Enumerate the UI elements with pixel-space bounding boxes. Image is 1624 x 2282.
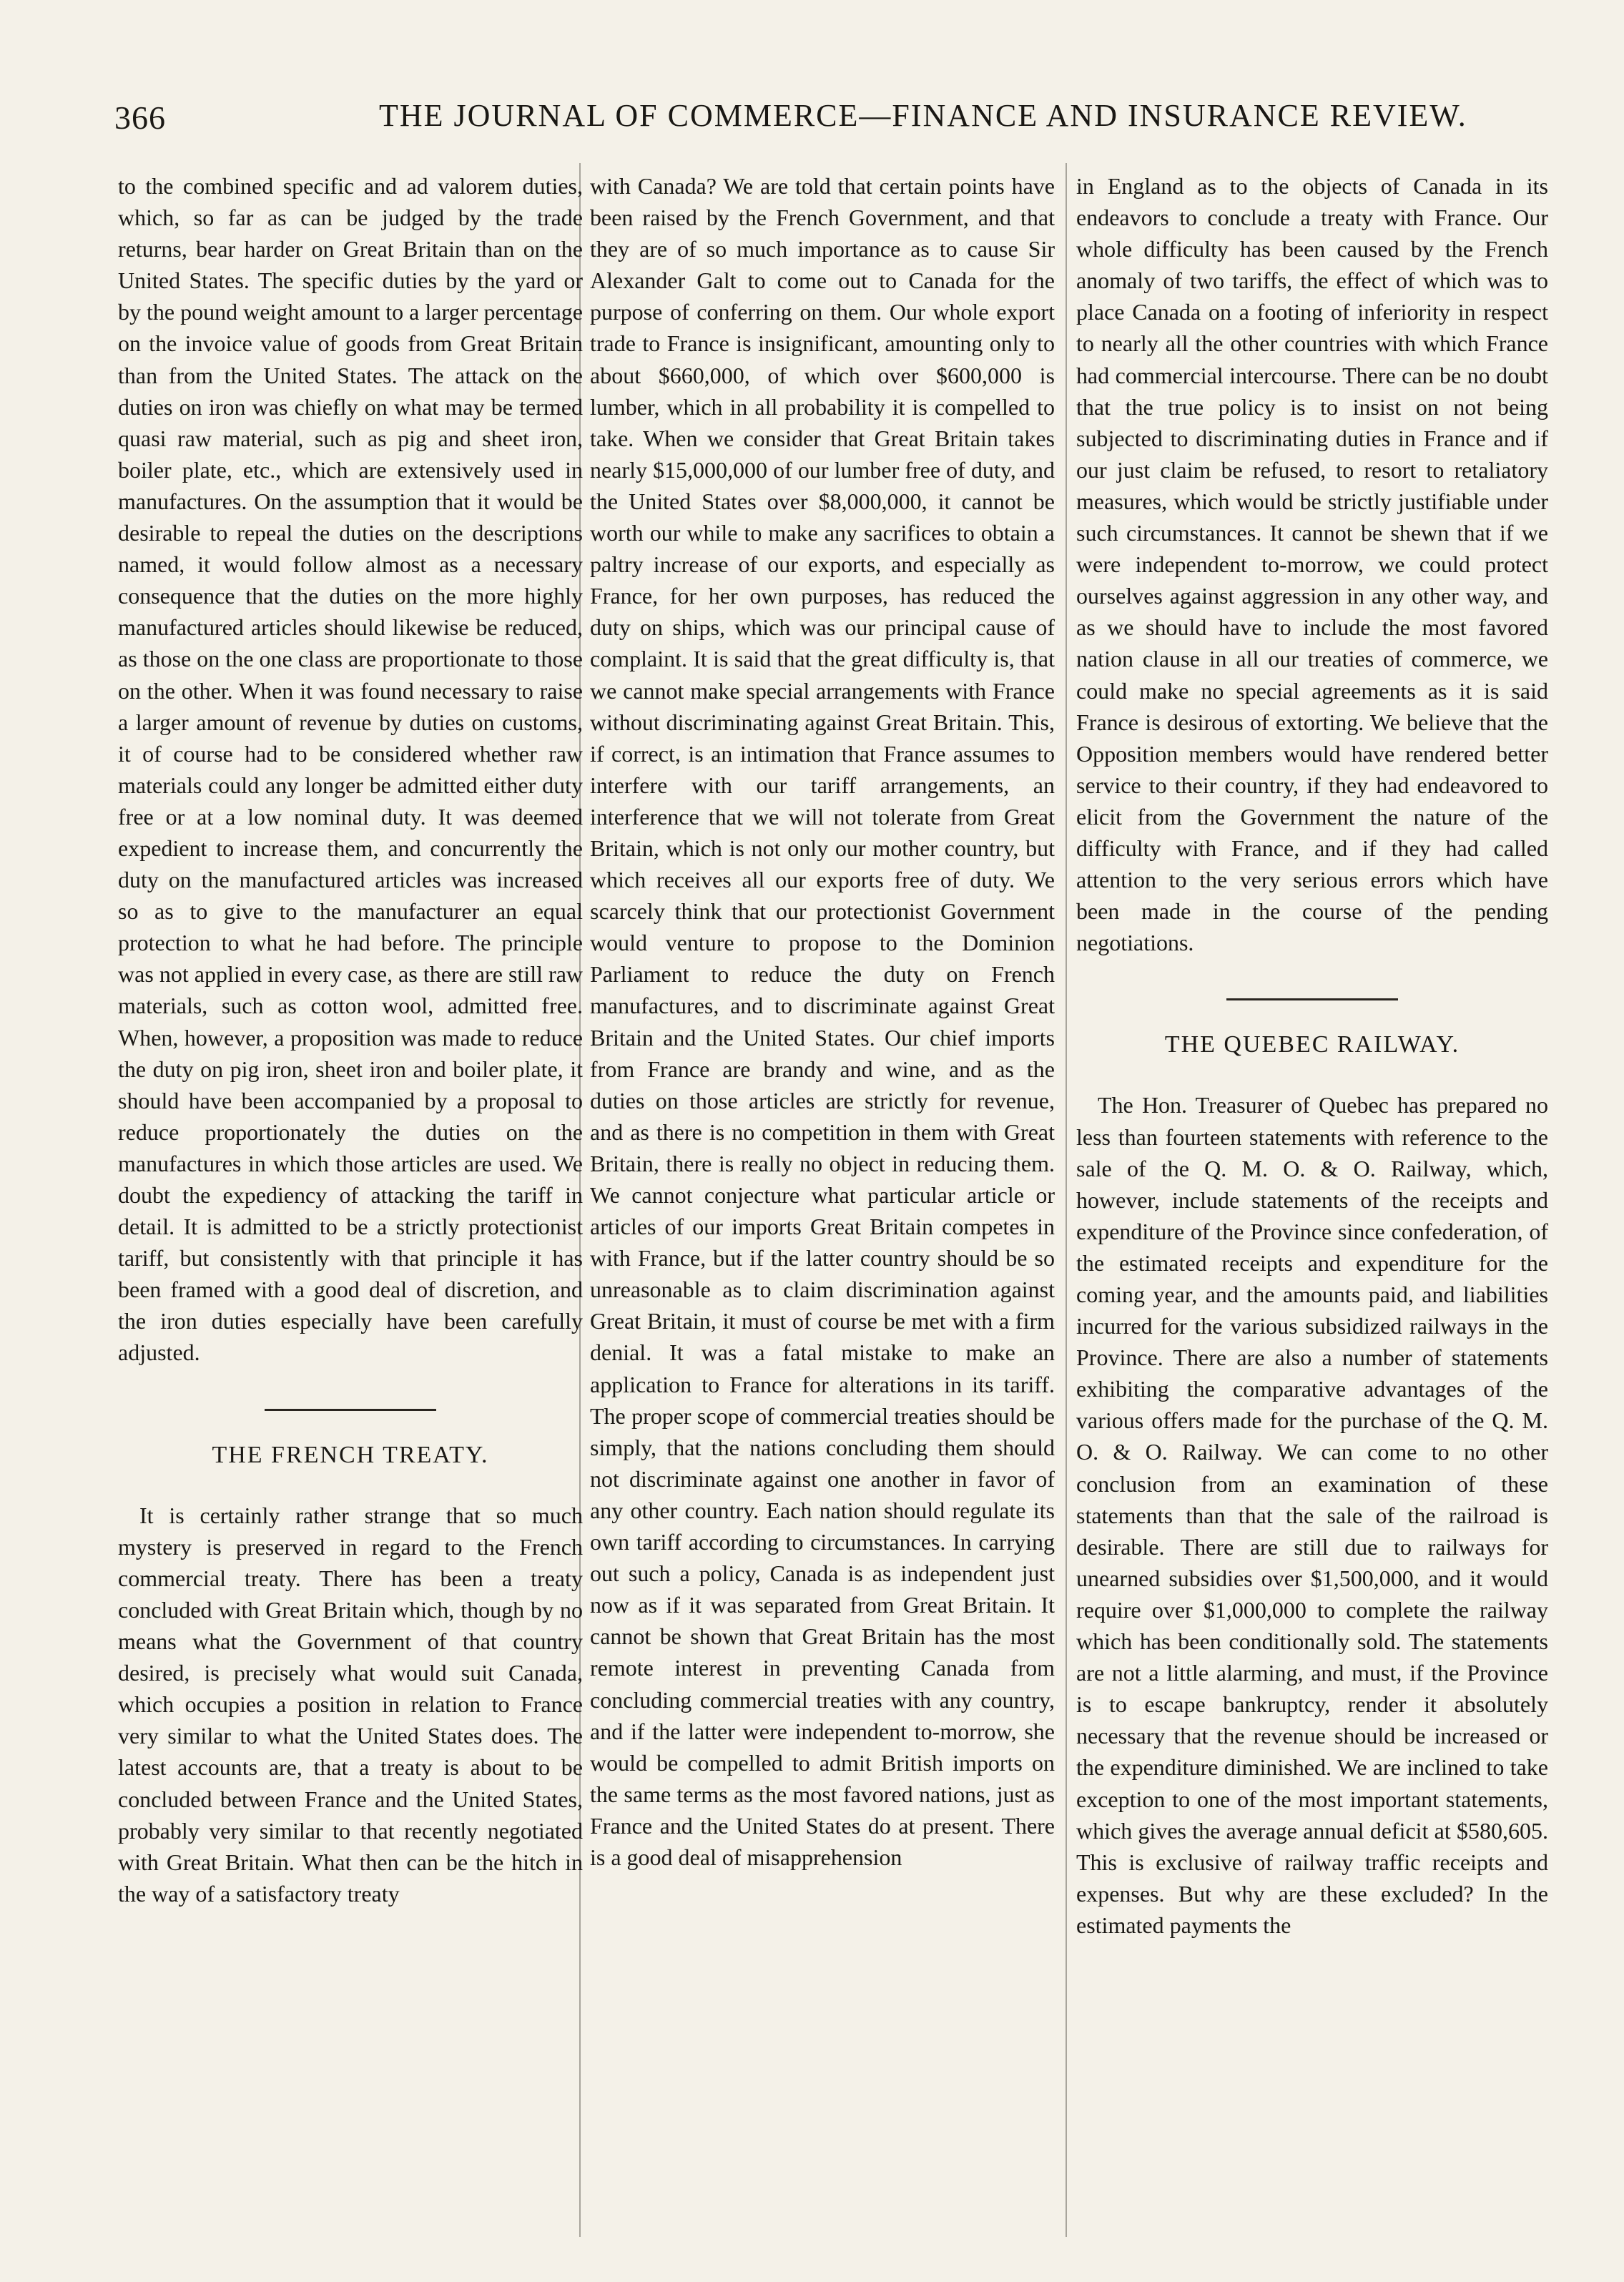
article-paragraph: to the combined specific and ad valorem duties, which, so far as can be judged by the trade returns, bear harder on Great Britain than on the United States. The specific duties by the yard or by the pound weight amount to a larger percentage on the invoice value of goods from Great Britain than from the United States. The attack on the duties on iron was chiefly on what may be termed quasi raw material, such as pig and sheet iron, boiler plate, etc., which are extensively used in manufactures. On the assumption that it would be desirable to repeal the duties on the descriptions named, it would follow almost as a necessary consequence that the duties on the more highly manufactured articles should likewise be reduced, as those on the one class are proportionate to those on the other. When it was found necessary to raise a larger amount of revenue by duties on customs, it of course had to be considered whether raw materials could any longer be admitted either duty free or at a low nominal duty. It was deemed expedient to increase them, and concurrently the duty on the manufactured articles was increased so as to give to the manufacturer an equal protection to what he had before. The principle was not applied in every case, as there are still raw materials, such as cotton wool, admitted free. When, however, a proposition was made to reduce the duty on pig iron, sheet iron and boiler plate, it should have been accompanied by a proposal to reduce proportionately the duties on the manufactures in which those articles are used. We doubt the expediency of attacking the tariff in detail. It is admitted to be a strictly protectionist tariff, but consistently with that principle it has been framed with a good deal of discretion, and the iron duties especially have been carefully adjusted. [118, 173, 583, 1366]
article-paragraph: The Hon. Treasurer of Quebec has prepared no less than fourteen statements with reference to the sale of the Q. M. O. & O. Railway, which, however, include statements of the receipts and expenditure of the Province since confederation, of the estimated receipts and expenditure for the coming year, and the amounts paid, and liabilities incurred for the various subsidized railways in the Province. There are also a number of statements exhibiting the comparative advantages of the various offers made for the purchase of the Q. M. O. & O. Railway. We can come to no other conclusion from an examination of these statements than that the sale of the railroad is desirable. There are still due to railways for unearned subsidies over $1,500,000, and it would require over $1,000,000 to complete the railway which has been conditionally sold. The statements are not a little alarming, and must, if the Province is to escape bankruptcy, render it absolutely necessary that the revenue should be increased or the expenditure diminished. We are inclined to take exception to one of the most important statements, which gives the average annual deficit at $580,605. This is exclusive of railway traffic receipts and expenses. But why are these excluded? In the estimated payments the [1076, 1092, 1548, 1938]
section-title-quebec-railway: THE QUEBEC RAILWAY. [1164, 1031, 1460, 1058]
section-separator [265, 1409, 436, 1411]
article-paragraph: It is certainly rather strange that so much mystery is preserved in regard to the French commercial treaty. There has been a treaty concluded with Great Britain which, though by no means what the Government of that country desired, is precisely what would suit Canada, which occupies a position in relation to France very similar to what the United States does. The latest accounts are, that a treaty is about to be concluded between France and the United States, probably very similar to that recently negotiated with Great Britain. What then can be the hitch in the way of a satisfactory treaty [118, 1502, 583, 1907]
journal-title: THE JOURNAL OF COMMERCE—FINANCE AND INSURANCE REVIEW. [379, 98, 1467, 133]
section-separator [1226, 998, 1398, 1000]
column-1 [118, 170, 583, 1909]
section-title-french-treaty: THE FRENCH TREATY. [212, 1441, 489, 1468]
article-paragraph: in England as to the objects of Canada in its endeavors to conclude a treaty with France. Our whole difficulty has been caused by the French anomaly of two tariffs, the effect of which was to place Canada on a footing of inferiority in respect to nearly all the other countries with which France had commercial intercourse. There can be no doubt that the true policy is to insist on not being subjected to discriminating duties in France and if our just claim be refused, to resort to retaliatory measures, which would be strictly justifiable under such circumstances. It cannot be shewn that if we were independent to-morrow, we could protect ourselves against aggression in any other way, and as we should have to include the most favored nation clause in all our treaties of commerce, we could make no special agreements as it is said France is desirous of extorting. We believe that the Opposition members would have rendered better service to their country, if they had endeavored to elicit from the Government the nature of the difficulty with France, and if they had called attention to the very serious errors which have been made in the course of the pending negotiations. [1076, 173, 1548, 956]
column-divider [1066, 163, 1067, 2237]
page-number: 366 [114, 99, 166, 136]
article-paragraph: with Canada? We are told that certain points have been raised by the French Government, and that they are of so much importance as to cause Sir Alexander Galt to come out to Canada for the purpose of conferring on them. Our whole export trade to France is insignificant, amounting only to about $660,000, of which over $600,000 is lumber, which in all probability it is compelled to take. When we consider that Great Britain takes nearly $15,000,000 of our lumber free of duty, and the United States over $8,000,000, it cannot be worth our while to make any sacrifices to obtain a paltry increase of our exports, and especially as France, for her own purposes, has reduced the duty on ships, which was our principal cause of complaint. It is said that the great difficulty is, that we cannot make special arrangements with France without discriminating against Great Britain. This, if correct, is an intimation that France assumes to interfere with our tariff arrangements, an interference that we will not tolerate from Great Britain, which is not only our mother country, but which receives all our exports free of duty. We scarcely think that our protectionist Government would venture to propose to the Dominion Parliament to reduce the duty on French manufactures, and to discriminate against Great Britain and the United States. Our chief imports from France are brandy and wine, and as the duties on those articles are strictly for revenue, and as there is no competition in them with Great Britain, there is really no object in reducing them. We cannot conjecture what particular article or articles of our imports Great Britain competes in with France, but if the latter country should be so unreasonable as to claim discrimination against Great Britain, it must of course be met with a firm denial. It was a fatal mistake to make an application to France for alterations in its tariff. The proper scope of commercial treaties should be simply, that the nations concluding them should not discriminate against one another in favor of any other country. Each nation should regulate its own tariff according to circumstances. In carrying out such a policy, Canada is as independent just now as if it was separated from Great Britain. It cannot be shown that Great Britain has the most remote interest in preventing Canada from concluding commercial treaties with any country, and if the latter were independent to-morrow, she would be compelled to admit British imports on the same terms as the most favored nations, just as France and the United States do at present. There is a good deal of misapprehension [590, 173, 1055, 1870]
column-3 [1076, 170, 1548, 1941]
page-header [114, 92, 1545, 142]
column-2 [590, 170, 1055, 1873]
